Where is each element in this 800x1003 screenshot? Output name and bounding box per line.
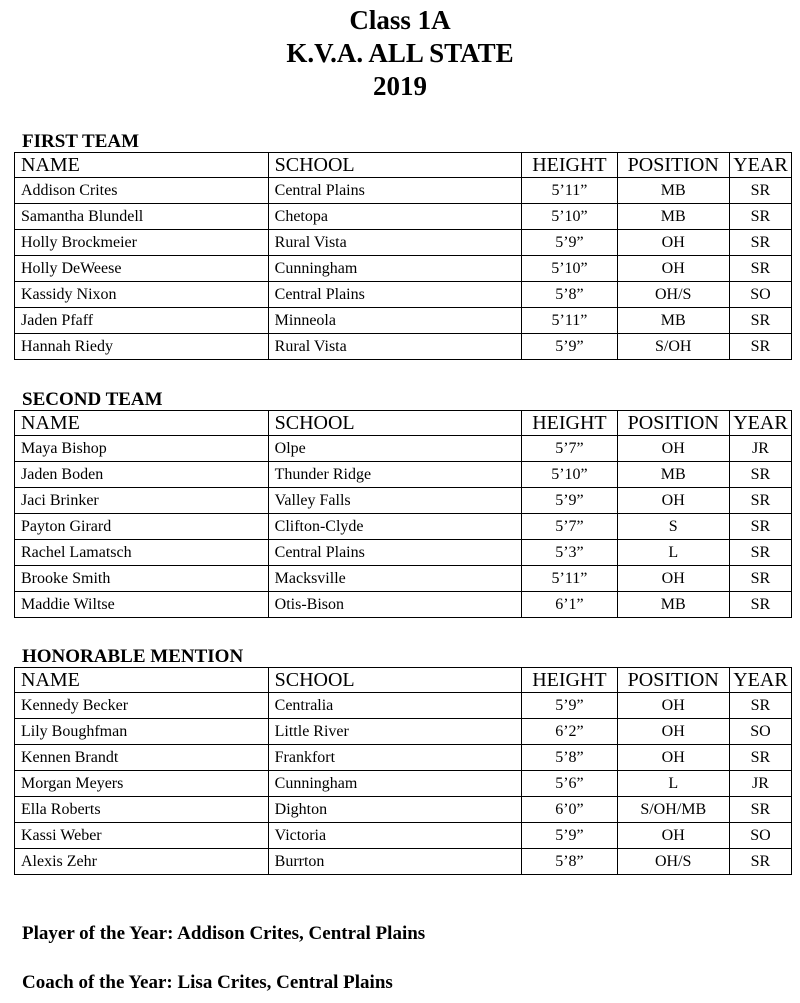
player-school: Clifton-Clyde	[268, 514, 522, 540]
player-school: Cunningham	[268, 256, 522, 282]
player-year: SR	[729, 178, 791, 204]
player-year: SO	[729, 282, 791, 308]
player-position: OH	[617, 488, 729, 514]
player-height: 5’9”	[522, 488, 617, 514]
table-row	[15, 230, 792, 256]
player-height: 5’9”	[522, 693, 617, 719]
table-row	[15, 540, 792, 566]
column-header-name: NAME	[15, 668, 269, 693]
player-name: Lily Boughfman	[15, 719, 269, 745]
player-height: 5’7”	[522, 436, 617, 462]
player-name: Maya Bishop	[15, 436, 269, 462]
column-header-position: POSITION	[617, 153, 729, 178]
column-header-height: HEIGHT	[522, 668, 617, 693]
player-name: Jaden Boden	[15, 462, 269, 488]
player-name: Rachel Lamatsch	[15, 540, 269, 566]
table-row	[15, 745, 792, 771]
table-row	[15, 308, 792, 334]
column-header-year: YEAR	[729, 153, 791, 178]
player-school: Olpe	[268, 436, 522, 462]
player-school: Macksville	[268, 566, 522, 592]
column-header-height: HEIGHT	[522, 411, 617, 436]
document-title	[0, 4, 800, 103]
player-year: SR	[729, 334, 791, 360]
table-row	[15, 462, 792, 488]
player-position: OH	[617, 745, 729, 771]
player-height: 6’2”	[522, 719, 617, 745]
player-name: Payton Girard	[15, 514, 269, 540]
player-position: MB	[617, 204, 729, 230]
player-name: Kennen Brandt	[15, 745, 269, 771]
player-height: 6’0”	[522, 797, 617, 823]
player-school: Minneola	[268, 308, 522, 334]
player-height: 5’11”	[522, 178, 617, 204]
player-position: MB	[617, 592, 729, 618]
player-height: 5’7”	[522, 514, 617, 540]
player-height: 6’1”	[522, 592, 617, 618]
player-year: SR	[729, 745, 791, 771]
player-position: OH	[617, 436, 729, 462]
table-header-row	[15, 668, 792, 693]
player-school: Rural Vista	[268, 334, 522, 360]
table-row	[15, 282, 792, 308]
player-school: Central Plains	[268, 540, 522, 566]
table-row	[15, 592, 792, 618]
player-school: Central Plains	[268, 178, 522, 204]
player-of-the-year: Player of the Year: Addison Crites, Central Plains	[22, 923, 426, 944]
player-year: SR	[729, 462, 791, 488]
player-height: 5’8”	[522, 745, 617, 771]
player-name: Jaden Pfaff	[15, 308, 269, 334]
table-row	[15, 566, 792, 592]
column-header-name: NAME	[15, 411, 269, 436]
player-school: Centralia	[268, 693, 522, 719]
player-name: Holly Brockmeier	[15, 230, 269, 256]
coach-of-the-year: Coach of the Year: Lisa Crites, Central Plains	[22, 972, 393, 993]
player-position: MB	[617, 308, 729, 334]
player-height: 5’11”	[522, 566, 617, 592]
player-position: OH	[617, 823, 729, 849]
player-name: Ella Roberts	[15, 797, 269, 823]
honorable-mention-table	[14, 667, 792, 875]
player-position: OH/S	[617, 849, 729, 875]
column-header-school: SCHOOL	[268, 668, 522, 693]
player-school: Rural Vista	[268, 230, 522, 256]
column-header-year: YEAR	[729, 411, 791, 436]
table-row	[15, 693, 792, 719]
player-year: SR	[729, 256, 791, 282]
player-position: OH	[617, 693, 729, 719]
column-header-school: SCHOOL	[268, 153, 522, 178]
player-year: SR	[729, 308, 791, 334]
table-row	[15, 797, 792, 823]
player-school: Central Plains	[268, 282, 522, 308]
player-position: MB	[617, 178, 729, 204]
player-year: SO	[729, 823, 791, 849]
player-name: Holly DeWeese	[15, 256, 269, 282]
player-school: Cunningham	[268, 771, 522, 797]
player-name: Samantha Blundell	[15, 204, 269, 230]
title-class: Class 1A	[349, 5, 451, 35]
title-organization: K.V.A. ALL STATE	[286, 38, 514, 68]
player-year: SR	[729, 693, 791, 719]
player-position: MB	[617, 462, 729, 488]
first-team-table	[14, 152, 792, 360]
player-name: Brooke Smith	[15, 566, 269, 592]
player-school: Victoria	[268, 823, 522, 849]
player-school: Valley Falls	[268, 488, 522, 514]
player-height: 5’9”	[522, 230, 617, 256]
table-row	[15, 849, 792, 875]
player-school: Frankfort	[268, 745, 522, 771]
player-height: 5’8”	[522, 282, 617, 308]
player-year: SR	[729, 230, 791, 256]
player-height: 5’11”	[522, 308, 617, 334]
player-school: Burrton	[268, 849, 522, 875]
table-row	[15, 334, 792, 360]
player-name: Alexis Zehr	[15, 849, 269, 875]
player-height: 5’8”	[522, 849, 617, 875]
column-header-position: POSITION	[617, 668, 729, 693]
player-height: 5’10”	[522, 256, 617, 282]
table-header-row	[15, 411, 792, 436]
table-row	[15, 771, 792, 797]
first-team-section	[14, 132, 792, 360]
player-year: SR	[729, 566, 791, 592]
player-year: SR	[729, 514, 791, 540]
table-row	[15, 204, 792, 230]
player-position: OH	[617, 566, 729, 592]
player-year: JR	[729, 771, 791, 797]
table-row	[15, 719, 792, 745]
player-school: Chetopa	[268, 204, 522, 230]
player-position: S	[617, 514, 729, 540]
player-year: SR	[729, 592, 791, 618]
table-row	[15, 514, 792, 540]
player-height: 5’9”	[522, 334, 617, 360]
player-name: Morgan Meyers	[15, 771, 269, 797]
player-height: 5’3”	[522, 540, 617, 566]
player-position: OH/S	[617, 282, 729, 308]
player-position: OH	[617, 256, 729, 282]
player-year: SR	[729, 849, 791, 875]
honorable-mention-section	[14, 647, 792, 875]
player-name: Kassi Weber	[15, 823, 269, 849]
player-school: Little River	[268, 719, 522, 745]
player-year: SO	[729, 719, 791, 745]
table-header-row	[15, 153, 792, 178]
table-row	[15, 178, 792, 204]
column-header-school: SCHOOL	[268, 411, 522, 436]
player-name: Addison Crites	[15, 178, 269, 204]
player-position: S/OH	[617, 334, 729, 360]
player-position: OH	[617, 719, 729, 745]
player-name: Kassidy Nixon	[15, 282, 269, 308]
column-header-height: HEIGHT	[522, 153, 617, 178]
table-row	[15, 488, 792, 514]
player-year: SR	[729, 540, 791, 566]
player-position: OH	[617, 230, 729, 256]
player-school: Dighton	[268, 797, 522, 823]
player-year: JR	[729, 436, 791, 462]
player-height: 5’10”	[522, 204, 617, 230]
table-row	[15, 436, 792, 462]
column-header-name: NAME	[15, 153, 269, 178]
player-height: 5’6”	[522, 771, 617, 797]
section-heading: HONORABLE MENTION	[22, 646, 244, 667]
second-team-table	[14, 410, 792, 618]
column-header-year: YEAR	[729, 668, 791, 693]
player-height: 5’9”	[522, 823, 617, 849]
player-name: Jaci Brinker	[15, 488, 269, 514]
player-position: L	[617, 540, 729, 566]
player-height: 5’10”	[522, 462, 617, 488]
section-heading: FIRST TEAM	[22, 131, 140, 152]
player-year: SR	[729, 204, 791, 230]
table-row	[15, 823, 792, 849]
second-team-section	[14, 390, 792, 618]
player-name: Hannah Riedy	[15, 334, 269, 360]
section-heading: SECOND TEAM	[22, 389, 163, 410]
player-position: S/OH/MB	[617, 797, 729, 823]
player-year: SR	[729, 488, 791, 514]
title-year: 2019	[373, 71, 427, 101]
table-row	[15, 256, 792, 282]
column-header-position: POSITION	[617, 411, 729, 436]
player-school: Thunder Ridge	[268, 462, 522, 488]
player-school: Otis-Bison	[268, 592, 522, 618]
player-name: Kennedy Becker	[15, 693, 269, 719]
player-year: SR	[729, 797, 791, 823]
player-position: L	[617, 771, 729, 797]
player-name: Maddie Wiltse	[15, 592, 269, 618]
